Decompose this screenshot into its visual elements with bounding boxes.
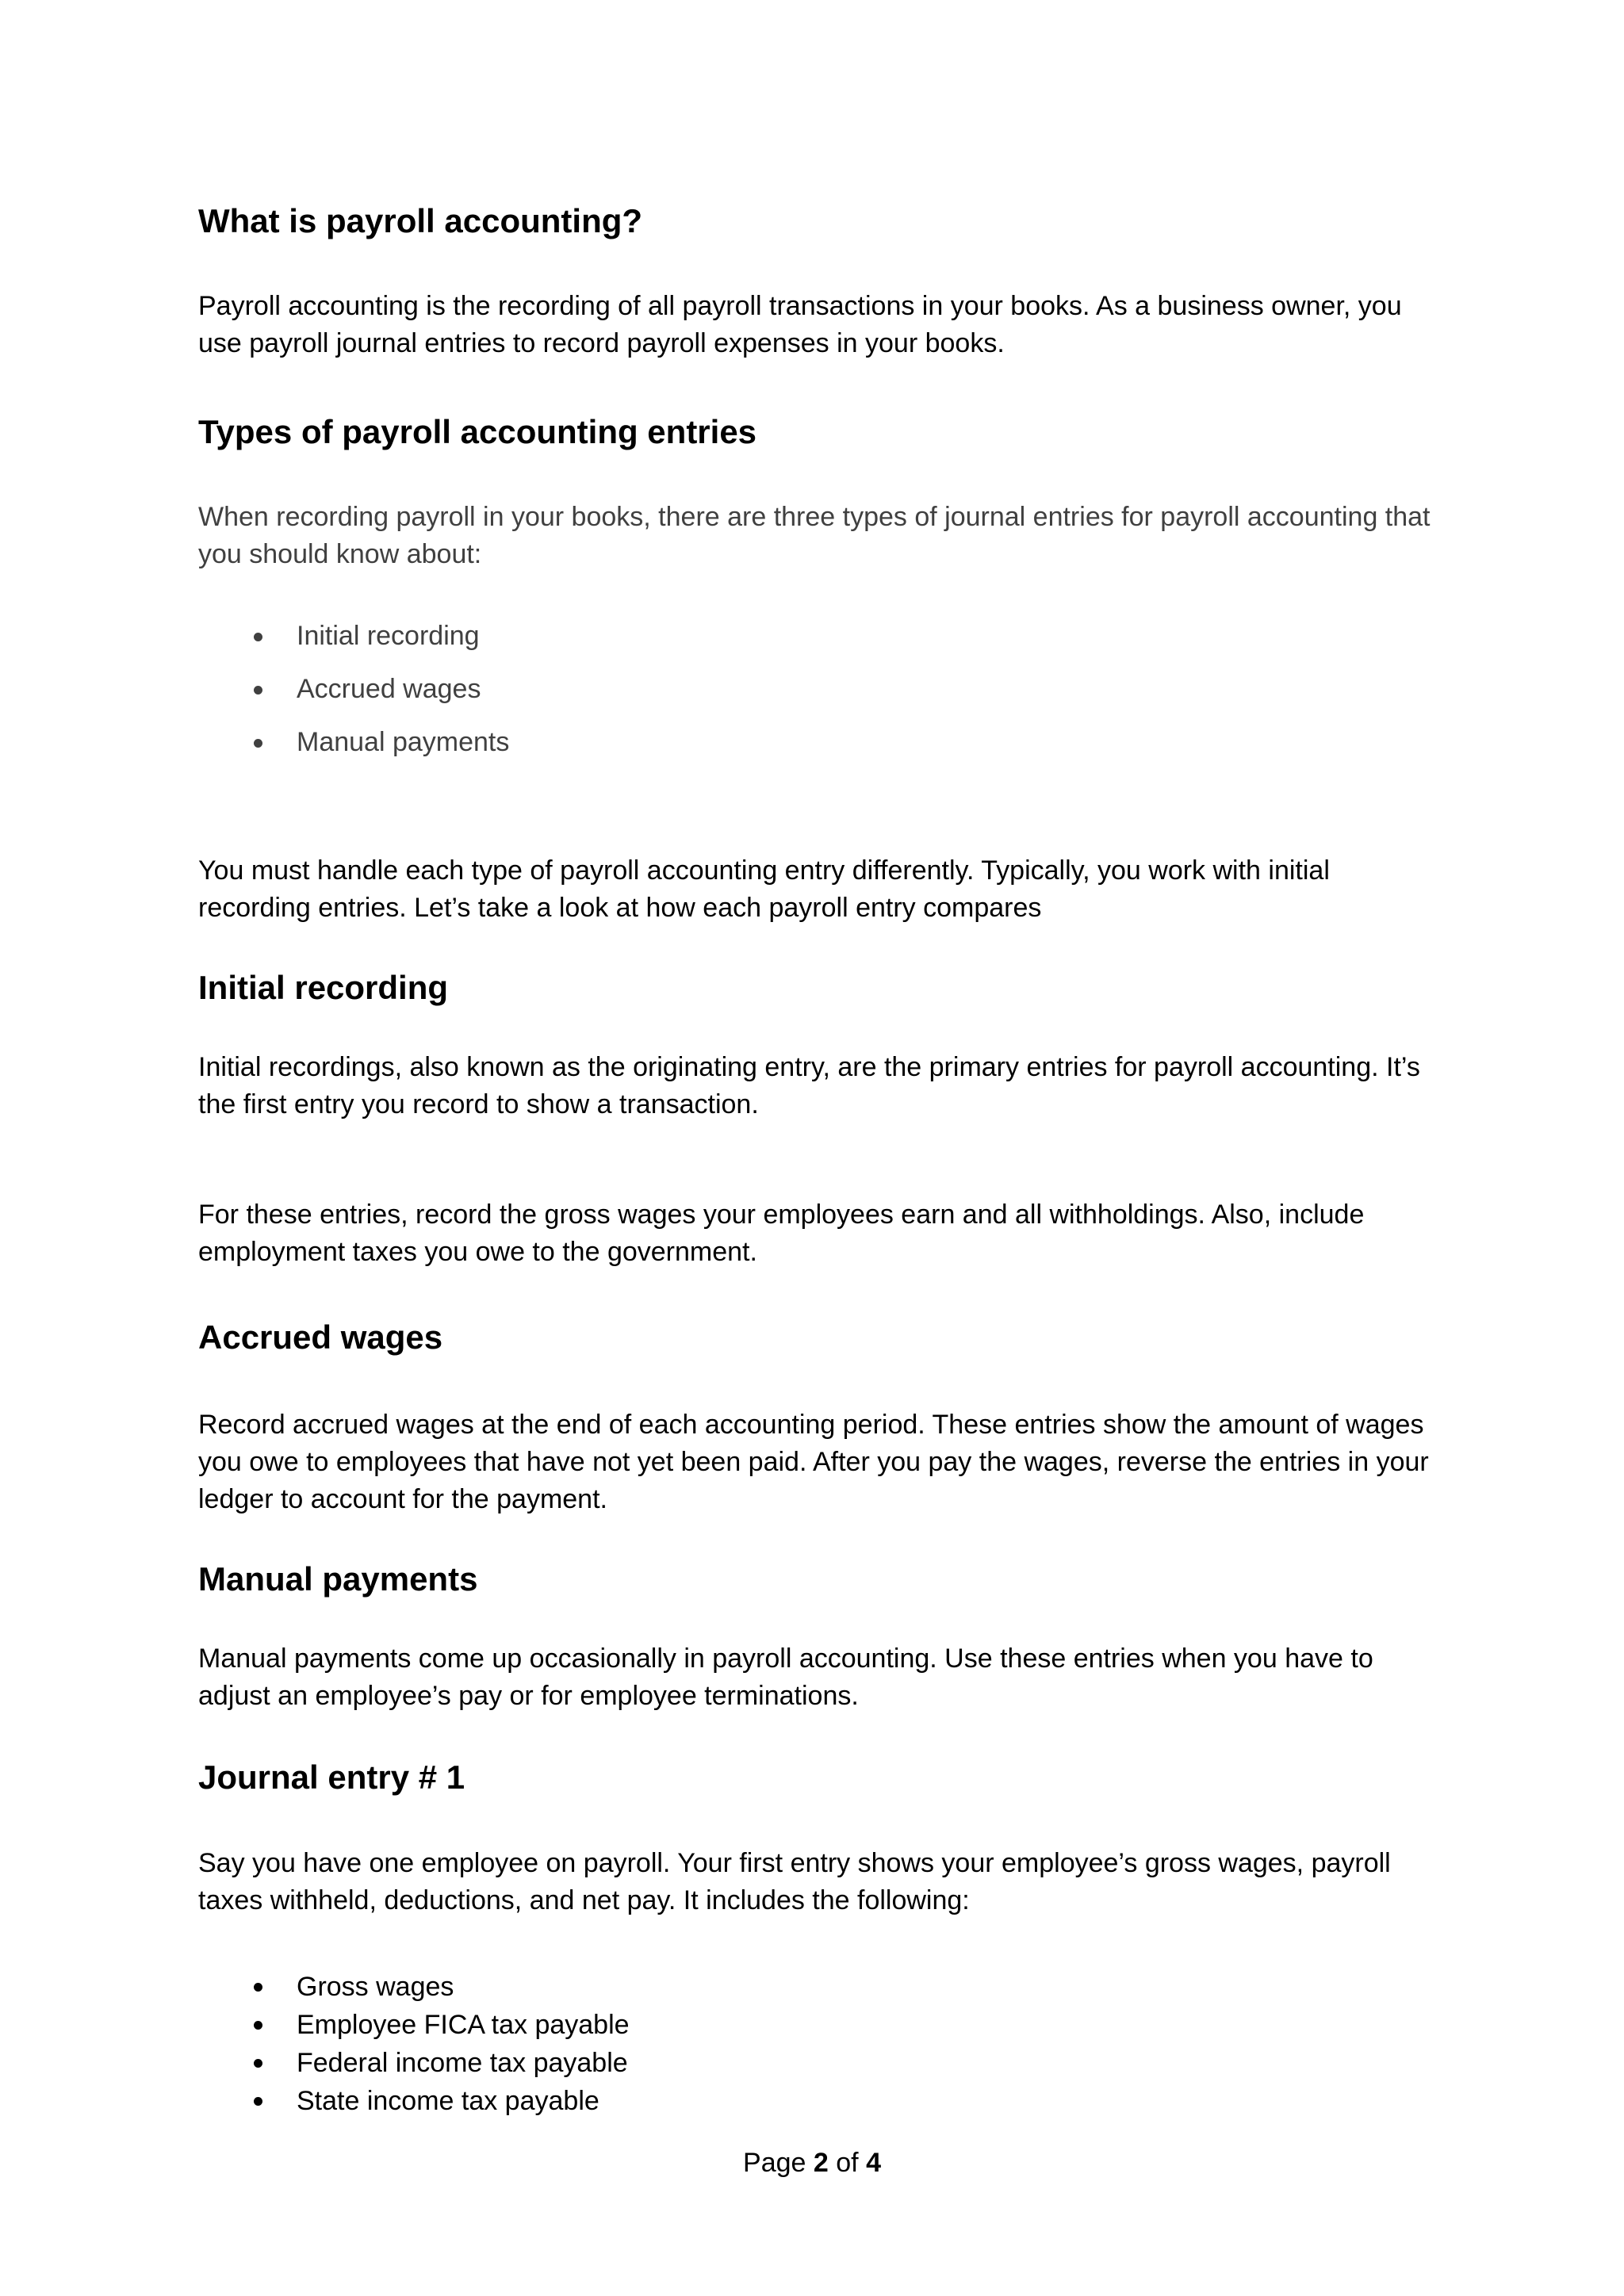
heading-accrued-wages: Accrued wages	[198, 1318, 443, 1356]
list-item: Initial recording	[198, 610, 1443, 663]
heading-journal-entry-1: Journal entry # 1	[198, 1758, 465, 1796]
list-journal-entry-items	[198, 1968, 1443, 2120]
heading-types-of-entries: Types of payroll accounting entries	[198, 413, 757, 450]
list-entry-types	[198, 610, 1443, 769]
list-item: Federal income tax payable	[198, 2044, 1443, 2082]
page-label: Page	[743, 2148, 806, 2178]
page-footer	[0, 2145, 1624, 2180]
paragraph-what-is-payroll-accounting: Payroll accounting is the recording of all payroll transactions in your books. As a business owner, you use payroll journal entries to record payroll expenses in your books.	[198, 291, 1402, 358]
paragraph-journal-entry-1: Say you have one employee on payroll. Your first entry shows your employee’s gross wages, payroll taxes withheld, deductions, and net pay. It includes the following:	[198, 1848, 1391, 1915]
list-item: Manual payments	[198, 716, 1443, 769]
list-item: Accrued wages	[198, 663, 1443, 716]
bullet-icon	[254, 686, 262, 695]
page-total-number: 4	[866, 2148, 881, 2178]
bullet-icon	[254, 2059, 262, 2068]
paragraph-manual-payments: Manual payments come up occasionally in payroll accounting. Use these entries when you have to adjust an employee’s pay or for employee terminations.	[198, 1644, 1373, 1711]
list-item: Employee FICA tax payable	[198, 2006, 1443, 2044]
paragraph-initial-recording-1: Initial recordings, also known as the originating entry, are the primary entries for payroll accounting. It’s the first entry you record to show a transaction.	[198, 1052, 1420, 1119]
list-item: Gross wages	[198, 1968, 1443, 2006]
bullet-icon	[254, 2021, 262, 2030]
page-current-number: 2	[813, 2148, 829, 2178]
paragraph-types-outro: You must handle each type of payroll accounting entry differently. Typically, you work with initial recording entries. Let’s take a look at how each payroll entry compares	[198, 855, 1330, 923]
paragraph-types-intro: When recording payroll in your books, there are three types of journal entries for payroll accounting that you should know about:	[198, 502, 1431, 569]
bullet-icon	[254, 1983, 262, 1992]
bullet-icon	[254, 739, 262, 748]
page-of-label: of	[836, 2148, 859, 2178]
list-item: State income tax payable	[198, 2082, 1443, 2120]
paragraph-initial-recording-2: For these entries, record the gross wages your employees earn and all withholdings. Also, include employment taxes you owe to the government.	[198, 1200, 1365, 1267]
heading-what-is-payroll-accounting: What is payroll accounting?	[198, 202, 643, 239]
heading-manual-payments: Manual payments	[198, 1560, 478, 1598]
bullet-icon	[254, 633, 262, 641]
bullet-icon	[254, 2097, 262, 2106]
heading-initial-recording: Initial recording	[198, 969, 449, 1006]
paragraph-accrued-wages: Record accrued wages at the end of each accounting period. These entries show the amount of wages you owe to employees that have not yet been paid. After you pay the wages, reverse the entries in your ledger to account for the payment.	[198, 1410, 1429, 1514]
